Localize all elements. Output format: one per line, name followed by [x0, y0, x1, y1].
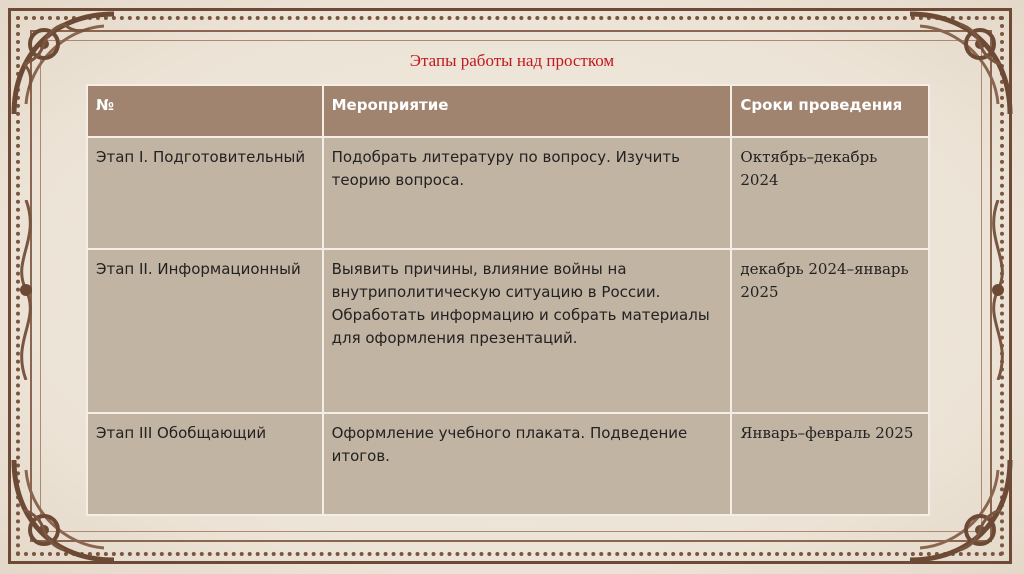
stage-cell: Этап I. Подготовительный	[87, 137, 323, 249]
stage-cell: Этап II. Информационный	[87, 249, 323, 413]
activity-cell: Подобрать литературу по вопросу. Изучить теорию вопроса.	[323, 137, 732, 249]
header-activity: Мероприятие	[323, 85, 732, 137]
table-row	[87, 137, 929, 249]
header-number: №	[87, 85, 323, 137]
ornament-side-icon	[978, 200, 1018, 380]
stage-cell: Этап III Обобщающий	[87, 413, 323, 515]
period-cell: Январь–февраль 2025	[731, 413, 929, 515]
activity-cell: Выявить причины, влияние войны на внутриполитическую ситуацию в России. Обработать информацию и собрать материалы для оформления презентаций.	[323, 249, 732, 413]
period-cell: Октябрь–декабрь 2024	[731, 137, 929, 249]
table-row	[87, 249, 929, 413]
header-period: Сроки проведения	[731, 85, 929, 137]
slide-title: Этапы работы над простком	[409, 51, 615, 70]
ornament-side-icon	[6, 200, 46, 380]
table-header-row	[87, 85, 929, 137]
activity-cell: Оформление учебного плаката. Подведение итогов.	[323, 413, 732, 515]
project-stages-table	[86, 84, 930, 516]
period-cell: декабрь 2024–январь 2025	[731, 249, 929, 413]
table-row	[87, 413, 929, 515]
